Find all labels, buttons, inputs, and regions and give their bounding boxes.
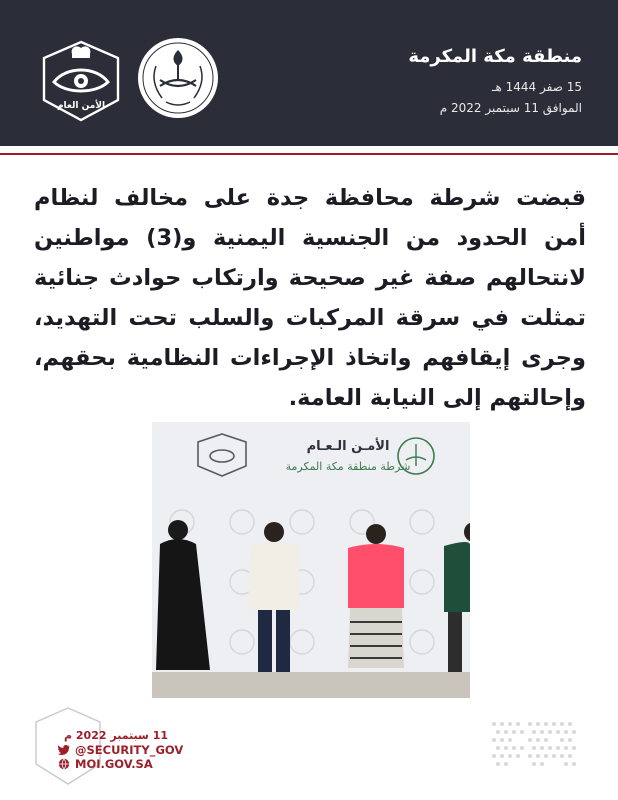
twitter-handle: @SECURITY_GOV bbox=[75, 743, 184, 757]
news-photo bbox=[152, 422, 470, 698]
saudi-emblem bbox=[136, 36, 220, 120]
date-hijri: 15 صفر 1444 هـ bbox=[491, 80, 582, 94]
globe-icon bbox=[58, 758, 70, 770]
date-gregorian: الموافق 11 سبتمبر 2022 م bbox=[439, 101, 582, 115]
footer-date: 11 سبتمبر 2022 م bbox=[64, 729, 169, 742]
website-url: MOI.GOV.SA bbox=[75, 757, 153, 771]
header-divider bbox=[0, 153, 618, 155]
banner-title: الأمـن الـعـام bbox=[306, 439, 390, 454]
badge-text: الأمن العام bbox=[56, 101, 106, 111]
banner-subtitle: شرطة منطقة مكة المكرمة bbox=[285, 460, 411, 473]
region-title: منطقة مكة المكرمة bbox=[408, 46, 582, 67]
article-text: قبضت شرطة محافظة جدة على مخالف لنظام أمن الحدود من الجنسية اليمنية و(3) مواطنين لانتحالهم صفة غير صحيحة وارتكاب حوادث جنائية تمثلت في سرقة المركبات والسلب تحت التهديد، وجرى إيقافهم واتخاذ الإجراءات النظامية بحقهم، وإحالتهم إلى النيابة العامة. bbox=[34, 185, 586, 411]
twitter-icon bbox=[58, 744, 70, 756]
footer-website[interactable] bbox=[58, 756, 153, 772]
public-security-logo bbox=[36, 36, 126, 124]
decorative-dots bbox=[488, 718, 580, 770]
